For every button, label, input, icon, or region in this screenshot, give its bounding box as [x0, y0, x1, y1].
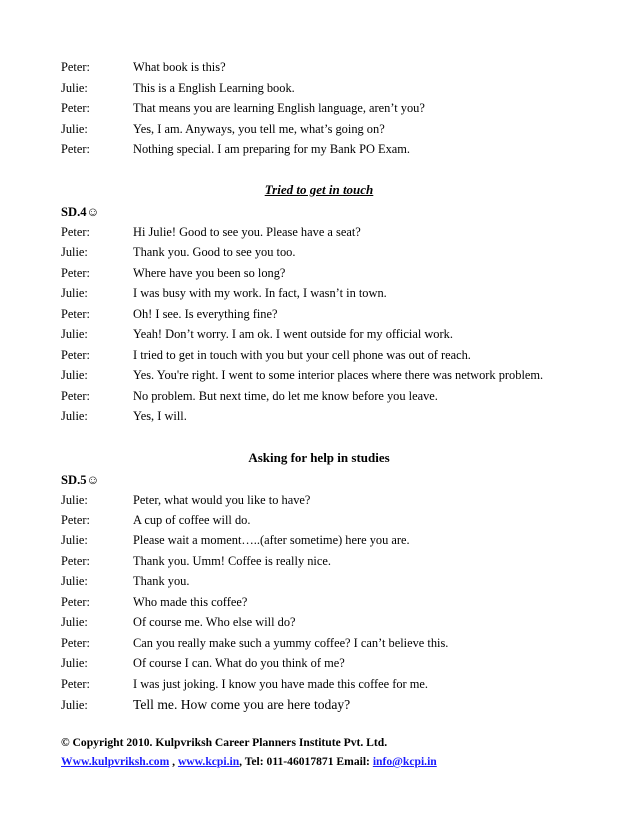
dialogue-text: Yes, I will.	[133, 409, 187, 423]
dialogue-line	[61, 345, 621, 365]
footer-copyright: © Copyright 2010. Kulpvriksh Career Planners Institute Pvt. Ltd.	[61, 736, 388, 749]
section-title: Asking for help in studies	[248, 450, 390, 465]
dialogue-line	[61, 263, 621, 283]
dialogue-text: A cup of coffee will do.	[133, 513, 251, 527]
dialogue-text: I was just joking. I know you have made this coffee for me.	[133, 677, 429, 691]
dialogue-line	[61, 612, 621, 632]
dialogue-line	[61, 386, 621, 406]
dialogue-line	[61, 530, 621, 550]
speaker-name: Peter:	[61, 142, 90, 156]
speaker-name: Peter:	[61, 266, 90, 280]
dialogue-line	[61, 242, 621, 262]
speaker-name: Julie:	[61, 656, 88, 670]
website-link-kcpi[interactable]: www.kcpi.in	[177, 755, 240, 768]
section-code: SD.5☺	[61, 473, 100, 487]
dialogue-text: Thank you.	[133, 574, 190, 588]
dialogue-text: I was busy with my work. In fact, I wasn’t in town.	[133, 286, 387, 300]
speaker-name: Julie:	[61, 327, 88, 341]
speaker-name: Peter:	[61, 636, 90, 650]
dialogue-text: Of course me. Who else will do?	[133, 615, 296, 629]
dialogue-text: Hi Julie! Good to see you. Please have a seat?	[133, 225, 361, 239]
speaker-name: Julie:	[61, 245, 88, 259]
dialogue-text: Nothing special. I am preparing for my Bank PO Exam.	[133, 142, 411, 156]
website-link-kulpvriksh[interactable]: Www.kulpvriksh.com	[61, 755, 170, 768]
dialogue-text: Who made this coffee?	[133, 595, 248, 609]
section-title: Tried to get in touch	[264, 182, 374, 197]
dialogue-text: Where have you been so long?	[133, 266, 286, 280]
dialogue-text: Thank you. Good to see you too.	[133, 245, 296, 259]
dialogue-line	[61, 283, 621, 303]
speaker-name: Julie:	[61, 122, 88, 136]
dialogue-line	[61, 365, 621, 385]
dialogue-line	[61, 222, 621, 242]
dialogue-line	[61, 592, 621, 612]
dialogue-line	[61, 490, 621, 510]
dialogue-line	[61, 571, 621, 591]
footer-telephone: , Tel: 011-46017871 Email:	[239, 755, 373, 768]
speaker-name: Peter:	[61, 677, 90, 691]
speaker-name: Julie:	[61, 533, 88, 547]
speaker-name: Peter:	[61, 307, 90, 321]
dialogue-line	[61, 633, 621, 653]
dialogue-line	[61, 674, 621, 694]
dialogue-text: No problem. But next time, do let me know before you leave.	[133, 389, 438, 403]
dialogue-line	[61, 304, 621, 324]
dialogue-line	[61, 78, 621, 98]
footer-contact	[61, 753, 437, 771]
speaker-name: Julie:	[61, 409, 88, 423]
dialogue-line	[61, 551, 621, 571]
email-link[interactable]: info@kcpi.in	[372, 755, 437, 768]
dialogue-text: Oh! I see. Is everything fine?	[133, 307, 278, 321]
section-code: SD.4☺	[61, 205, 100, 219]
speaker-name: Peter:	[61, 513, 90, 527]
dialogue-line	[61, 139, 621, 159]
dialogue-text: Yes. You're right. I went to some interior places where there was network problem.	[133, 368, 544, 382]
dialogue-line	[61, 324, 621, 344]
speaker-name: Peter:	[61, 554, 90, 568]
dialogue-line	[61, 653, 621, 673]
dialogue-text: That means you are learning English language, aren’t you?	[133, 101, 425, 115]
dialogue-text: This is a English Learning book.	[133, 81, 295, 95]
speaker-name: Peter:	[61, 595, 90, 609]
speaker-name: Julie:	[61, 81, 88, 95]
speaker-name: Peter:	[61, 225, 90, 239]
dialogue-text: Yeah! Don’t worry. I am ok. I went outside for my official work.	[133, 327, 453, 341]
dialogue-line	[61, 98, 621, 118]
dialogue-text: Tell me. How come you are here today?	[133, 697, 351, 712]
speaker-name: Julie:	[61, 574, 88, 588]
dialogue-line	[61, 57, 621, 77]
speaker-name: Julie:	[61, 698, 88, 712]
speaker-name: Peter:	[61, 60, 90, 74]
dialogue-line	[61, 406, 621, 426]
dialogue-line	[61, 695, 621, 715]
speaker-name: Peter:	[61, 389, 90, 403]
dialogue-line	[61, 119, 621, 139]
speaker-name: Julie:	[61, 286, 88, 300]
speaker-name: Julie:	[61, 615, 88, 629]
dialogue-text: Yes, I am. Anyways, you tell me, what’s going on?	[133, 122, 385, 136]
dialogue-text: Of course I can. What do you think of me?	[133, 656, 345, 670]
dialogue-text: Can you really make such a yummy coffee? I can’t believe this.	[133, 636, 449, 650]
dialogue-text: Please wait a moment…..(after sometime) here you are.	[133, 533, 410, 547]
speaker-name: Peter:	[61, 101, 90, 115]
dialogue-text: I tried to get in touch with you but your cell phone was out of reach.	[133, 348, 471, 362]
dialogue-text: Peter, what would you like to have?	[133, 493, 311, 507]
dialogue-text: Thank you. Umm! Coffee is really nice.	[133, 554, 331, 568]
speaker-name: Peter:	[61, 348, 90, 362]
footer-separator: ,	[169, 755, 178, 768]
dialogue-text: What book is this?	[133, 60, 226, 74]
speaker-name: Julie:	[61, 493, 88, 507]
dialogue-line	[61, 510, 621, 530]
speaker-name: Julie:	[61, 368, 88, 382]
